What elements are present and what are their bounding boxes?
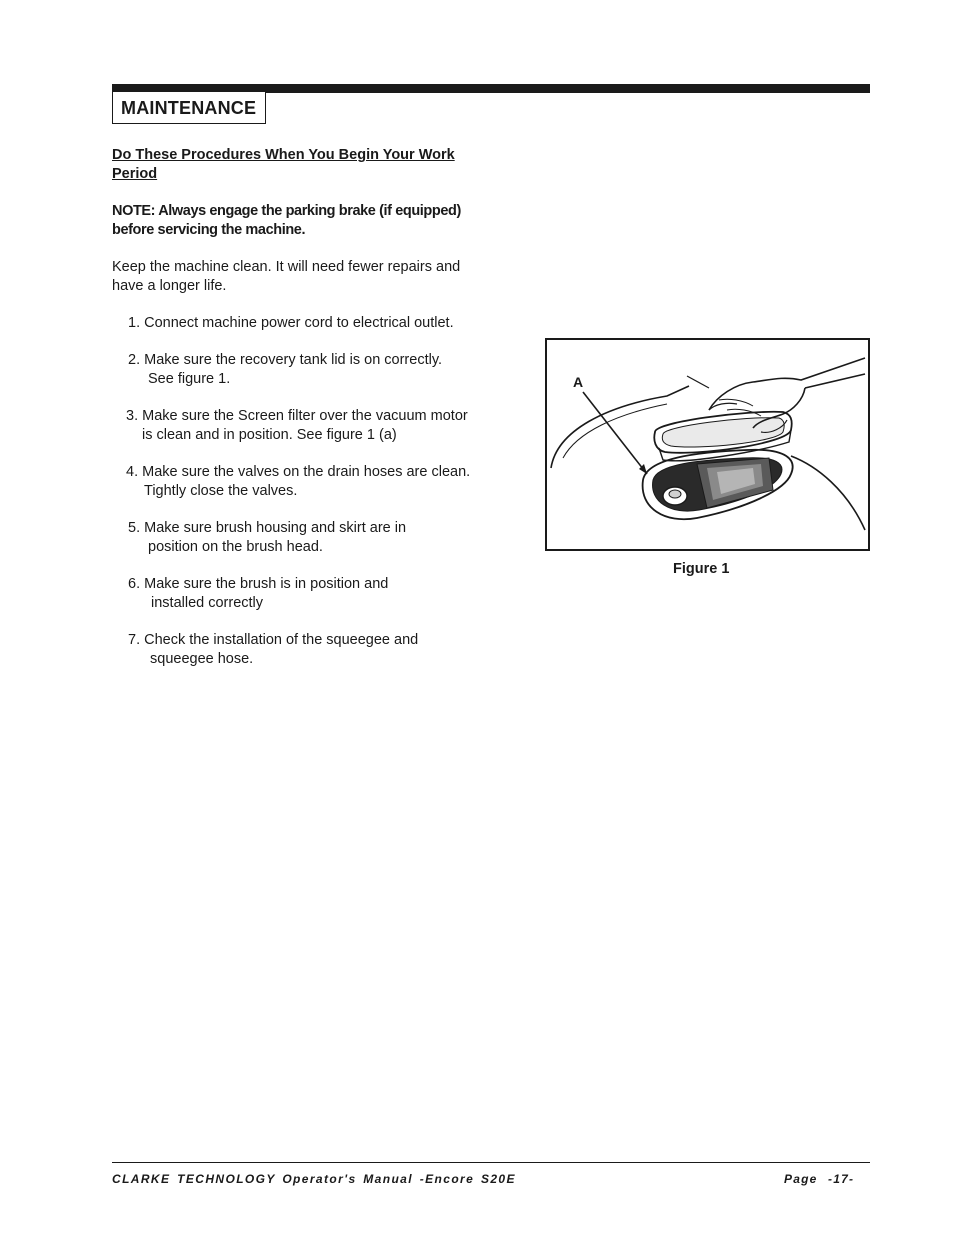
figure-caption: Figure 1 xyxy=(673,561,730,577)
safety-note: NOTE: Always engage the parking brake (if equipped) before servicing the machine. xyxy=(112,203,461,238)
procedure-steps xyxy=(112,314,488,669)
footer-manual-title: CLARKE TECHNOLOGY Operator's Manual -Encore S20E xyxy=(112,1172,516,1186)
main-text-column xyxy=(112,146,488,687)
step-text-continued: position on the brush head. xyxy=(148,539,323,555)
figure-1-frame xyxy=(545,338,870,551)
step-item xyxy=(112,631,488,669)
step-text: 2. Make sure the recovery tank lid is on correctly. xyxy=(128,352,443,368)
step-text: 1. Connect machine power cord to electrical outlet. xyxy=(128,315,454,331)
section-header-box xyxy=(112,91,266,124)
step-text-continued: squeegee hose. xyxy=(150,651,254,667)
step-text-continued: See figure 1. xyxy=(148,371,231,387)
step-text: 3. Make sure the Screen filter over the vacuum motor xyxy=(126,408,468,424)
intro-paragraph: Keep the machine clean. It will need fewer repairs and have a longer life. xyxy=(112,259,461,294)
step-text: 6. Make sure the brush is in position and xyxy=(128,576,389,592)
footer-page-number: Page -17- xyxy=(784,1172,855,1186)
step-text: 5. Make sure brush housing and skirt are in xyxy=(128,520,407,536)
procedure-heading: Do These Procedures When You Begin Your Work Period xyxy=(112,147,455,182)
step-text-continued: Tightly close the valves. xyxy=(144,483,298,499)
callout-label-a: A xyxy=(573,374,584,390)
step-item xyxy=(112,314,488,333)
step-item xyxy=(112,519,488,557)
step-item xyxy=(112,351,488,389)
recovery-tank-illustration xyxy=(547,340,867,548)
section-title: MAINTENANCE xyxy=(121,98,257,118)
step-item xyxy=(112,575,488,613)
step-text: 4. Make sure the valves on the drain hoses are clean. xyxy=(126,464,471,480)
footer-rule xyxy=(112,1162,870,1163)
step-item xyxy=(112,407,488,445)
step-item xyxy=(112,463,488,501)
step-text-continued: installed correctly xyxy=(151,595,264,611)
step-text: 7. Check the installation of the squeegee and xyxy=(128,632,419,648)
step-text-continued: is clean and in position. See figure 1 (a) xyxy=(142,427,397,443)
